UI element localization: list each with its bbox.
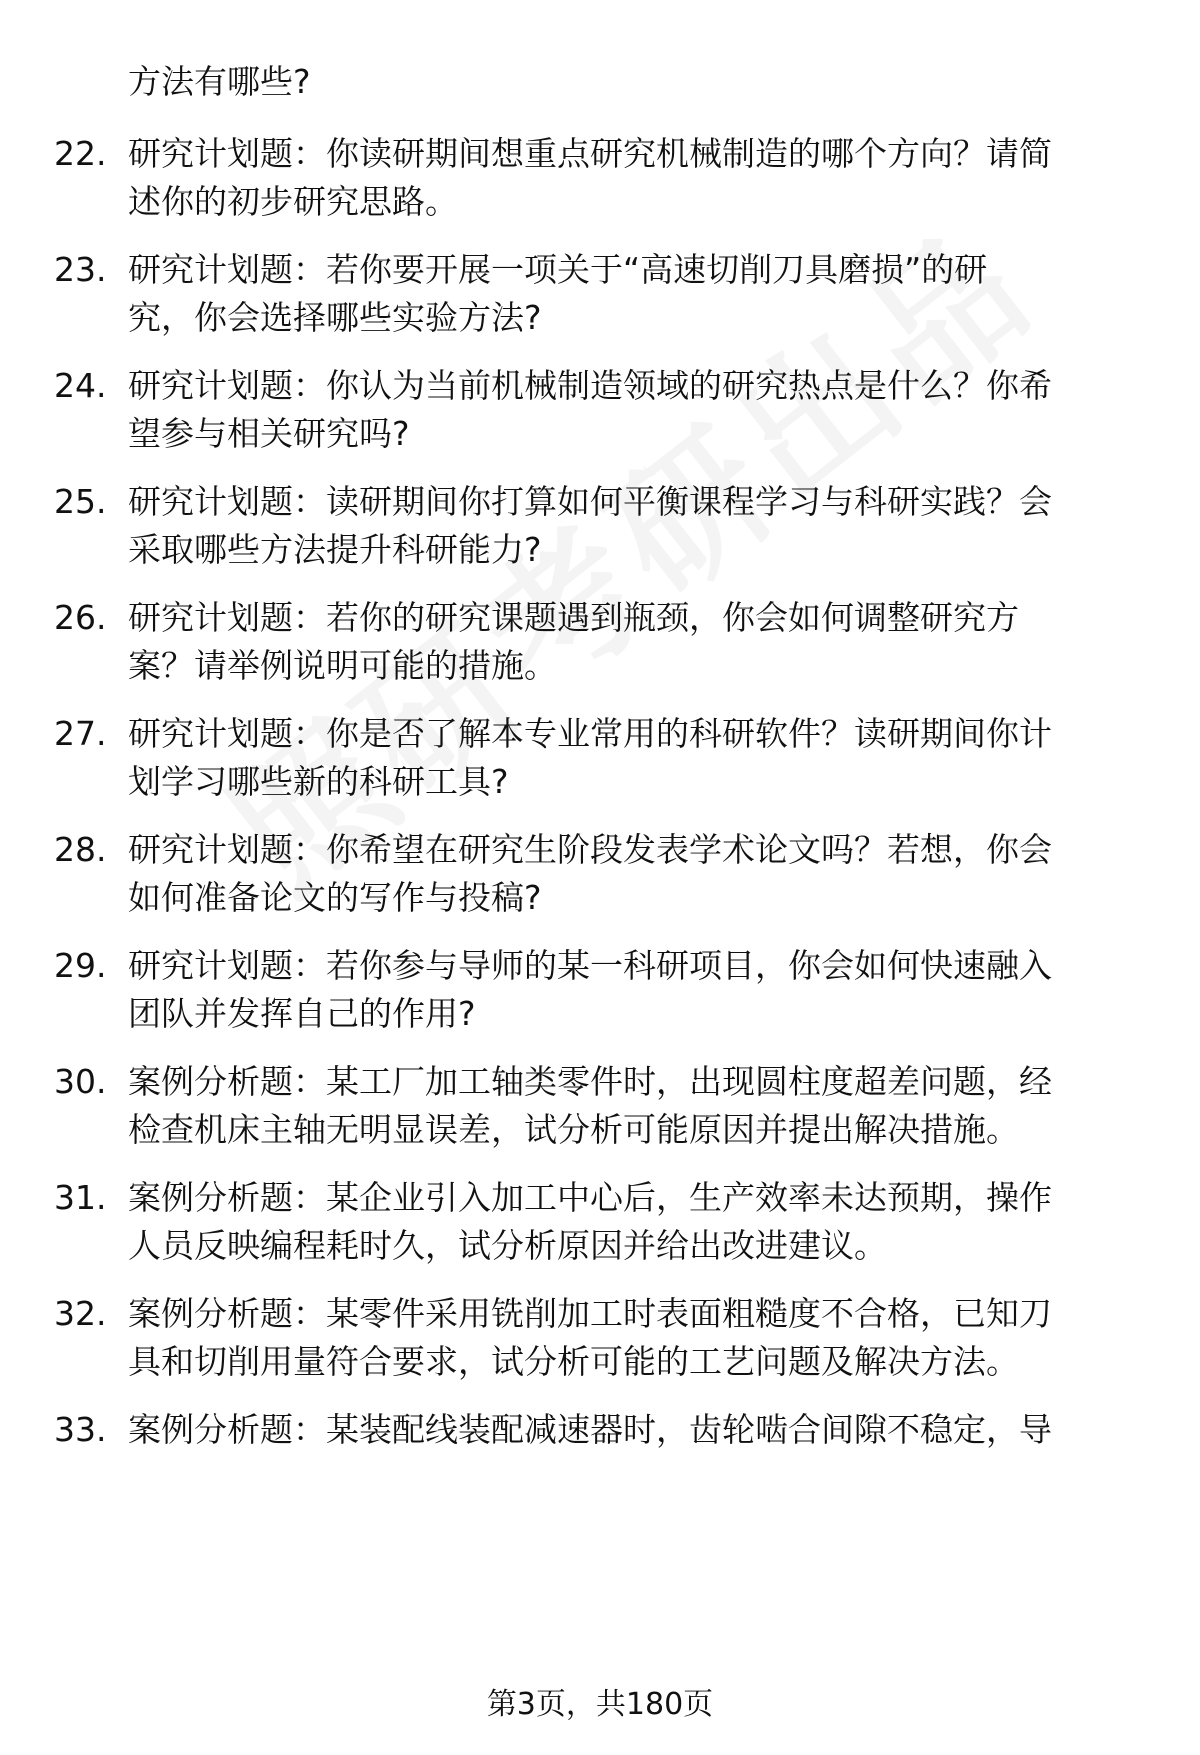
- continued-text: 方法有哪些?: [128, 62, 311, 101]
- question-number: 29.: [54, 946, 107, 985]
- question-text: 研究计划题：若你参与导师的某一科研项目，你会如何快速融入 团队并发挥自己的作用?: [128, 946, 1052, 1033]
- question-number: 24.: [54, 366, 107, 405]
- question-number: 32.: [54, 1294, 107, 1333]
- question-text: 案例分析题：某企业引入加工中心后，生产效率未达预期，操作 人员反映编程耗时久，试分析原因并给出改进建议。: [128, 1178, 1052, 1265]
- question-text: 研究计划题：你是否了解本专业常用的科研软件？读研期间你计 划学习哪些新的科研工具?: [128, 714, 1052, 801]
- question-number: 26.: [54, 598, 107, 637]
- question-text: 研究计划题：若你的研究课题遇到瓶颈，你会如何调整研究方 案？请举例说明可能的措施。: [128, 598, 1019, 685]
- question-number: 23.: [54, 250, 107, 289]
- question-text: 研究计划题：你认为当前机械制造领域的研究热点是什么？你希 望参与相关研究吗?: [128, 366, 1052, 453]
- question-number: 25.: [54, 482, 107, 521]
- question-text: 研究计划题：你读研期间想重点研究机械制造的哪个方向？请简 述你的初步研究思路。: [128, 134, 1052, 221]
- question-number: 31.: [54, 1178, 107, 1217]
- question-text: 案例分析题：某工厂加工轴类零件时，出现圆柱度超差问题，经 检查机床主轴无明显误差，试分析可能原因并提出解决措施。: [128, 1062, 1052, 1149]
- page-footer: 第3页，共180页: [486, 1687, 714, 1722]
- question-number: 27.: [54, 714, 107, 753]
- question-number: 30.: [54, 1062, 107, 1101]
- question-text: 研究计划题：你希望在研究生阶段发表学术论文吗？若想，你会 如何准备论文的写作与投稿?: [128, 830, 1052, 917]
- question-text: 案例分析题：某装配线装配减速器时，齿轮啮合间隙不稳定，导: [128, 1410, 1052, 1449]
- question-text: 案例分析题：某零件采用铣削加工时表面粗糙度不合格，已知刀 具和切削用量符合要求，试分析可能的工艺问题及解决方法。: [128, 1294, 1052, 1381]
- question-text: 研究计划题：读研期间你打算如何平衡课程学习与科研实践？会 采取哪些方法提升科研能力?: [128, 482, 1052, 569]
- question-number: 33.: [54, 1410, 107, 1449]
- question-number: 22.: [54, 134, 107, 173]
- question-number: 28.: [54, 830, 107, 869]
- question-text: 研究计划题：若你要开展一项关于“高速切削刀具磨损”的研 究，你会选择哪些实验方法?: [128, 250, 988, 337]
